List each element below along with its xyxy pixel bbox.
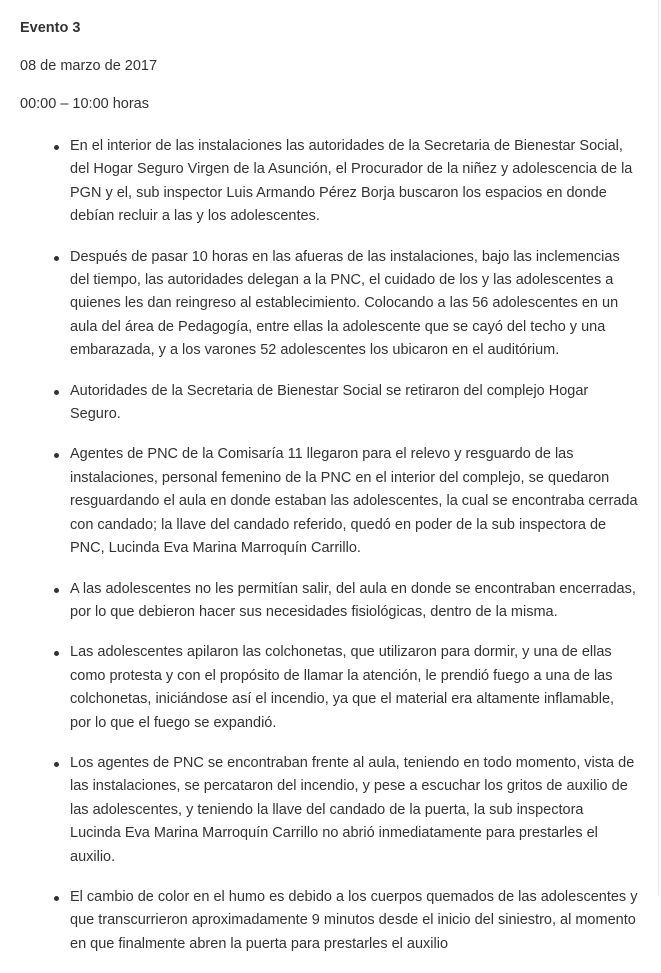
event-date: 08 de marzo de 2017 bbox=[20, 58, 158, 74]
list-item: Autoridades de la Secretaria de Bienestar Social se retiraron del complejo Hogar Seguro. bbox=[0, 380, 644, 427]
list-item: Después de pasar 10 horas en las afueras de las instalaciones, bajo las inclemencias del tiempo, las autoridades delegan a la PNC, el cuidado de los y las adolescentes a quienes les dan reingreso al establecimiento. Colocando a las 56 adolescentes en un aula del área de Pedagogía, entre ellas la adolescente que se cayó del techo y una embarazada, y a los varones 52 adolescentes los ubicaron en el auditórium. bbox=[0, 246, 644, 363]
right-divider bbox=[658, 0, 659, 895]
event-time: 00:00 – 10:00 horas bbox=[20, 96, 149, 112]
event-title: Evento 3 bbox=[20, 20, 81, 36]
list-item: Los agentes de PNC se encontraban frente al aula, teniendo en todo momento, vista de las instalaciones, se percataron del incendio, y pese a escuchar los gritos de auxilio de las adolescentes, y teniendo la llave del candado de la puerta, la sub inspectora Lucinda Eva Marina Marroquín Carrillo no abrió inmediatamente para prestarles el auxilio. bbox=[0, 752, 644, 869]
list-item: En el interior de las instalaciones las autoridades de la Secretaria de Bienestar Social, del Hogar Seguro Virgen de la Asunción, el Procurador de la niñez y adolescencia de la PGN y el, sub inspector Luis Armando Pérez Borja buscaron los espacios en donde debían recluir a las y los adolescentes. bbox=[0, 135, 644, 229]
event-details-list bbox=[0, 135, 644, 973]
list-item: El cambio de color en el humo es debido a los cuerpos quemados de las adolescentes y que transcurrieron aproximadamente 9 minutos desde el inicio del siniestro, al momento en que finalmente abren la puerta para prestarles el auxilio bbox=[0, 886, 644, 956]
list-item: Las adolescentes apilaron las colchonetas, que utilizaron para dormir, y una de ellas como protesta y con el propósito de llamar la atención, le prendió fuego a una de las colchonetas, iniciándose así el incendio, ya que el material era altamente inflamable, por lo que el fuego se expandió. bbox=[0, 641, 644, 735]
list-item: Agentes de PNC de la Comisaría 11 llegaron para el relevo y resguardo de las instalaciones, personal femenino de la PNC en el interior del complejo, se quedaron resguardando el aula en donde estaban las adolescentes, la cual se encontraba cerrada con candado; la llave del candado referido, quedó en poder de la sub inspectora de PNC, Lucinda Eva Marina Marroquín Carrillo. bbox=[0, 443, 644, 560]
list-item: A las adolescentes no les permitían salir, del aula en donde se encontraban encerradas, por lo que debieron hacer sus necesidades fisiológicas, dentro de la misma. bbox=[0, 578, 644, 625]
